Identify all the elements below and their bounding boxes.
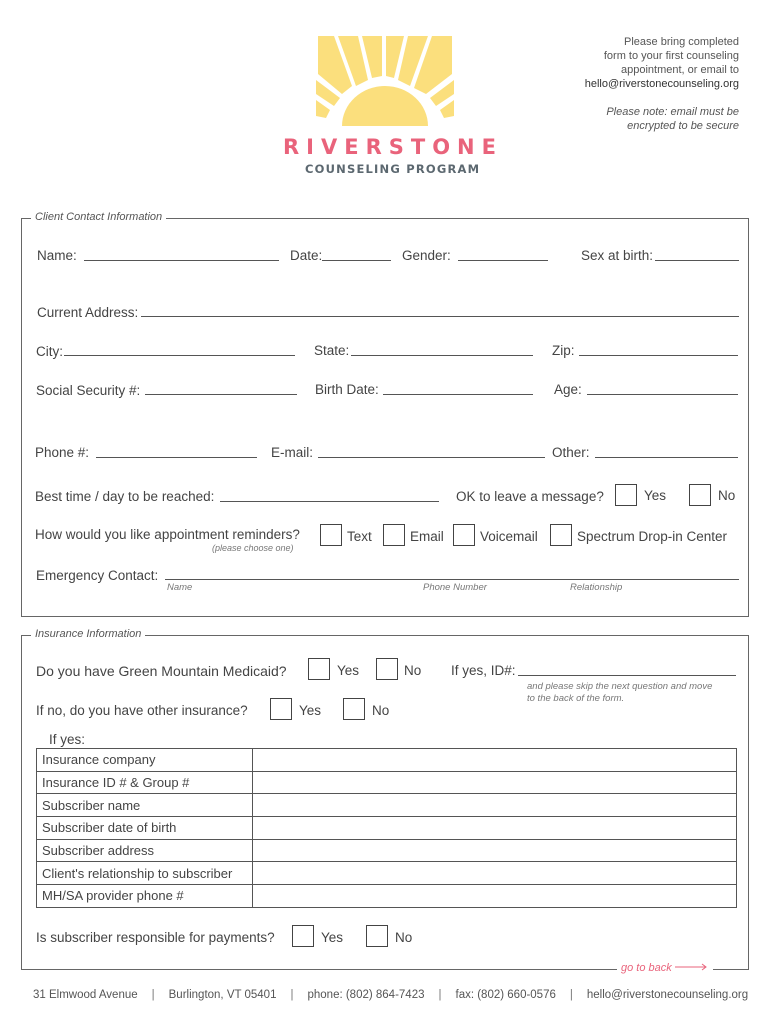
footer-city: Burlington, VT 05401 (168, 989, 277, 1001)
table-row (37, 749, 737, 772)
zip-label: Zip: (552, 343, 575, 358)
date-field[interactable] (322, 260, 391, 261)
medicaid-no-checkbox[interactable] (376, 658, 398, 680)
footer-email-link[interactable]: hello@riverstonecounseling.org (586, 989, 749, 1001)
responsible-yes-label: Yes (321, 930, 344, 945)
client-contact-legend: Client Contact Information (31, 211, 166, 223)
reminder-email-checkbox[interactable] (383, 524, 405, 546)
other-field[interactable] (595, 457, 738, 458)
emergency-phone-hint: Phone Number (423, 582, 487, 593)
note-line: encrypted to be secure (627, 120, 739, 132)
logo-name: RIVERSTONE (283, 135, 503, 159)
note-line: Please note: email must be (606, 106, 739, 118)
table-row-label: Subscriber name (37, 794, 253, 817)
address-label: Current Address: (37, 305, 139, 320)
email-label: E-mail: (271, 445, 314, 460)
emergency-name-hint: Name (167, 582, 193, 593)
table-row (37, 794, 737, 817)
footer (33, 989, 748, 1001)
footer-fax: fax: (802) 660-0576 (455, 989, 556, 1001)
logo-subtitle: COUNSELING PROGRAM (305, 162, 481, 176)
footer-separator: | (438, 989, 442, 1001)
city-field[interactable] (64, 355, 295, 356)
note-line: appointment, or email to (620, 64, 739, 76)
ok-message-yes-label: Yes (644, 488, 667, 503)
other-insurance-no-label: No (372, 703, 390, 718)
state-field[interactable] (351, 355, 533, 356)
responsible-no-checkbox[interactable] (366, 925, 388, 947)
client-contact-section (21, 218, 749, 617)
reminder-voicemail-label: Voicemail (480, 529, 538, 544)
table-row-label: Insurance ID # & Group # (37, 771, 253, 794)
other-insurance-yes-label: Yes (299, 703, 322, 718)
relationship-field[interactable] (253, 862, 737, 885)
ssn-field[interactable] (145, 394, 297, 395)
gender-field[interactable] (458, 260, 548, 261)
other-insurance-yes-checkbox[interactable] (270, 698, 292, 720)
medicaid-id-label: If yes, ID#: (451, 663, 516, 678)
emergency-contact-field[interactable] (165, 579, 739, 580)
insurance-legend: Insurance Information (31, 628, 145, 640)
medicaid-no-label: No (404, 663, 422, 678)
responsible-yes-checkbox[interactable] (292, 925, 314, 947)
provider-phone-field[interactable] (253, 885, 737, 908)
table-row (37, 817, 737, 840)
reminders-hint: (please choose one) (212, 543, 294, 553)
table-row (37, 771, 737, 794)
gender-label: Gender: (402, 248, 451, 263)
table-row-label: Insurance company (37, 749, 253, 772)
age-label: Age: (554, 382, 582, 397)
state-label: State: (314, 343, 350, 358)
phone-field[interactable] (96, 457, 257, 458)
footer-separator: | (151, 989, 155, 1001)
skip-note-2: to the back of the form. (527, 693, 625, 704)
phone-label: Phone #: (35, 445, 90, 460)
footer-phone: phone: (802) 864-7423 (307, 989, 425, 1001)
reminder-voicemail-checkbox[interactable] (453, 524, 475, 546)
other-insurance-question: If no, do you have other insurance? (36, 703, 248, 718)
other-insurance-no-checkbox[interactable] (343, 698, 365, 720)
medicaid-yes-label: Yes (337, 663, 360, 678)
insurance-table (36, 748, 737, 908)
header-note (489, 35, 739, 133)
note-line: Please bring completed (624, 36, 739, 48)
zip-field[interactable] (579, 355, 738, 356)
reminder-spectrum-checkbox[interactable] (550, 524, 572, 546)
emergency-relationship-hint: Relationship (570, 582, 623, 593)
insurance-company-field[interactable] (253, 749, 737, 772)
ok-message-label: OK to leave a message? (456, 489, 604, 504)
medicaid-question: Do you have Green Mountain Medicaid? (36, 663, 287, 679)
subscriber-name-field[interactable] (253, 794, 737, 817)
age-field[interactable] (587, 394, 738, 395)
arrow-right-icon (675, 962, 709, 974)
ok-message-yes-checkbox[interactable] (615, 484, 637, 506)
ok-message-no-checkbox[interactable] (689, 484, 711, 506)
reminder-text-checkbox[interactable] (320, 524, 342, 546)
date-label: Date: (290, 248, 323, 263)
city-label: City: (36, 344, 63, 359)
insurance-id-field[interactable] (253, 771, 737, 794)
name-label: Name: (37, 248, 77, 263)
ok-message-no-label: No (718, 488, 736, 503)
medicaid-id-field[interactable] (518, 675, 736, 676)
footer-separator: | (290, 989, 294, 1001)
responsible-no-label: No (395, 930, 413, 945)
best-time-label: Best time / day to be reached: (35, 489, 215, 504)
footer-address: 31 Elmwood Avenue (33, 989, 138, 1001)
table-row (37, 839, 737, 862)
go-to-back-label: go to back (621, 962, 672, 974)
name-field[interactable] (84, 260, 279, 261)
other-label: Other: (552, 445, 590, 460)
skip-note-1: and please skip the next question and move (527, 681, 713, 692)
if-yes-label: If yes: (49, 732, 86, 747)
email-field[interactable] (318, 457, 545, 458)
sex-at-birth-field[interactable] (655, 260, 739, 261)
table-row-label: Client's relationship to subscriber (37, 862, 253, 885)
table-row (37, 862, 737, 885)
subscriber-dob-field[interactable] (253, 817, 737, 840)
ssn-label: Social Security #: (36, 383, 141, 398)
sex-at-birth-label: Sex at birth: (581, 248, 654, 263)
reminders-label: How would you like appointment reminders? (35, 527, 300, 542)
best-time-field[interactable] (220, 501, 439, 502)
footer-separator: | (569, 989, 573, 1001)
medicaid-yes-checkbox[interactable] (308, 658, 330, 680)
reminder-text-label: Text (347, 529, 372, 544)
reminder-spectrum-label: Spectrum Drop-in Center (577, 529, 728, 544)
emergency-contact-label: Emergency Contact: (36, 568, 159, 583)
sun-logo-icon (312, 34, 462, 130)
subscriber-address-field[interactable] (253, 839, 737, 862)
note-line: form to your first counseling (603, 50, 739, 62)
table-row-label: MH/SA provider phone # (37, 885, 253, 908)
birth-date-label: Birth Date: (315, 382, 379, 397)
go-to-back-link[interactable] (617, 962, 713, 974)
birth-date-field[interactable] (383, 394, 533, 395)
responsible-question: Is subscriber responsible for payments? (36, 930, 275, 945)
address-field[interactable] (141, 316, 739, 317)
reminder-email-label: Email (410, 529, 444, 544)
table-row (37, 885, 737, 908)
contact-email-link[interactable]: hello@riverstonecounseling.org (584, 78, 739, 90)
table-row-label: Subscriber address (37, 839, 253, 862)
table-row-label: Subscriber date of birth (37, 817, 253, 840)
